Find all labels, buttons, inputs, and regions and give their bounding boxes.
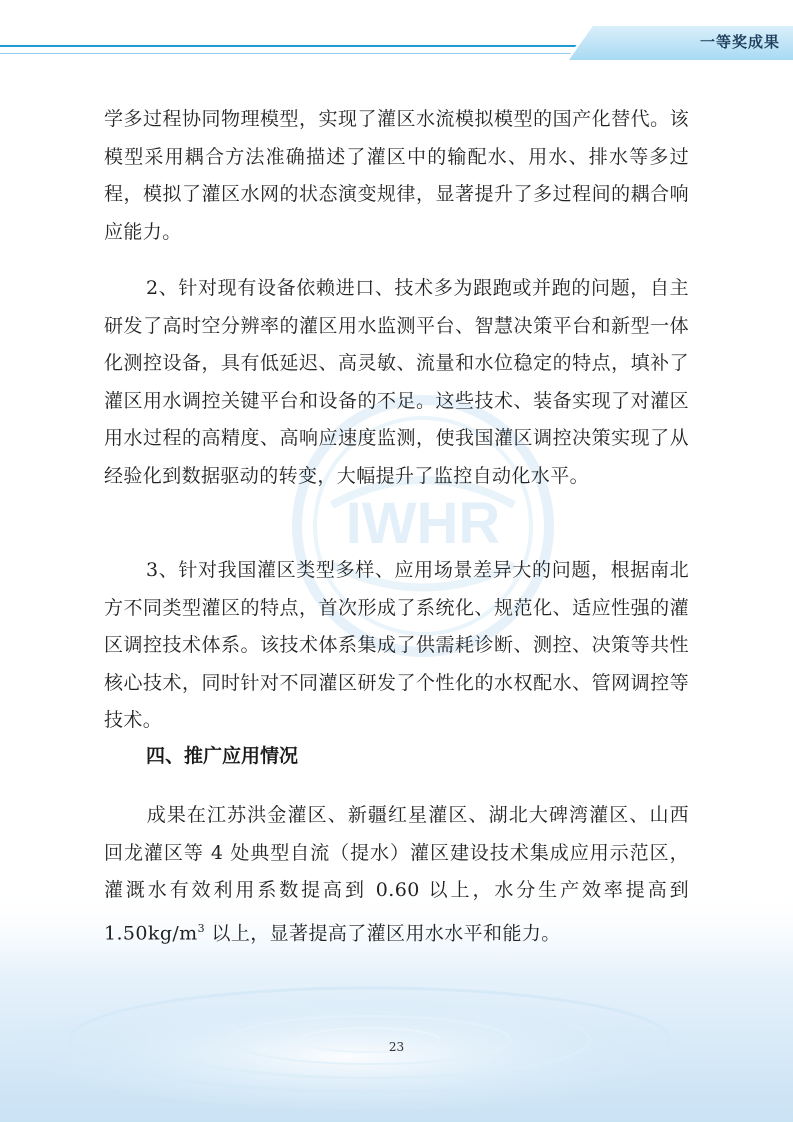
header-label: 一等奖成果 <box>699 33 780 51</box>
page-number: 23 <box>388 1040 405 1054</box>
paragraph-1: 学多过程协同物理模型，实现了灌区水流模拟模型的国产化替代。该模型采用耦合方法准确描述了灌区中的输配水、用水、排水等多过程，模拟了灌区水网的状态演变规律，显著提升了多过程间的耦合响应能力。 <box>104 108 689 243</box>
watermark-text: IWHR <box>345 491 501 556</box>
section-heading: 四、推广应用情况 <box>146 745 299 767</box>
paragraph-3-text: 3、针对我国灌区类型多样、应用场景差异大的问题，根据南北方不同类型灌区的特点，首次形成了系统化、规范化、适应性强的灌区调控技术体系。该技术体系集成了供需耗诊断、测控、决策等共性核心技术，同时针对不同灌区研发了个性化的水权配水、管网调控等技术。 <box>104 559 689 731</box>
paragraph-2 <box>104 270 689 495</box>
header-rule-thin <box>0 53 575 54</box>
paragraph-4 <box>104 797 689 952</box>
paragraph-4-text: 成果在江苏洪金灌区、新疆红星灌区、湖北大碑湾灌区、山西回龙灌区等 4 处典型自流（提水）灌区建设技术集成应用示范区，灌溉水有效利用系数提高到 0.60 以上，水分生产效率提高到 1.50kg/m <box>104 804 689 944</box>
paragraph-2-text: 2、针对现有设备依赖进口、技术多为跟跑或并跑的问题，自主研发了高时空分辨率的灌区用水监测平台、智慧决策平台和新型一体化测控设备，具有低延迟、高灵敏、流量和水位稳定的特点，填补了灌区用水调控关键平台和设备的不足。这些技术、装备实现了对灌区用水过程的高精度、高响应速度监测，使我国灌区调控决策实现了从经验化到数据驱动的转变，大幅提升了监控自动化水平。 <box>104 277 689 487</box>
paragraph-3 <box>104 552 689 740</box>
superscript-three: 3 <box>197 921 206 935</box>
paragraph-4-tail: 以上，显著提高了灌区用水水平和能力。 <box>205 921 561 944</box>
